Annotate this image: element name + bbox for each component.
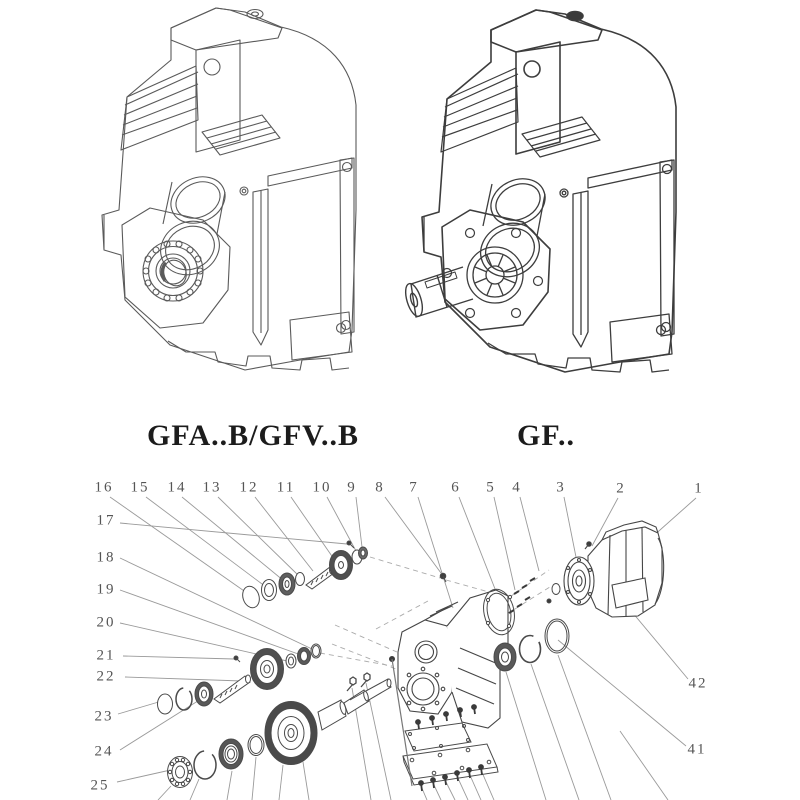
retaining-ring [545,619,569,653]
callout-13: 13 [202,479,222,496]
side-band [588,160,674,336]
callout-12: 12 [239,479,259,496]
plumb-channel [560,189,588,347]
output-shaft [318,679,391,730]
mounting-feet [424,217,672,372]
callout-8: 8 [375,479,385,496]
washer [552,584,560,595]
callout-19: 19 [96,581,116,598]
snap-ring [194,751,216,779]
callout-11: 11 [276,479,296,496]
callout-23: 23 [94,708,114,725]
side-band [268,158,354,334]
snap-ring [520,636,541,663]
cooling-fins-upper [441,68,518,152]
snap-ring [176,688,192,710]
callout-9: 9 [347,479,357,496]
callout-25: 25 [90,777,110,794]
spacer-sleeve [296,573,305,586]
gear-housing [398,590,508,728]
callout-42: 42 [688,675,708,692]
mounting-feet [104,215,352,370]
bolt [547,599,551,603]
hex-bolts [347,673,370,691]
callout-18: 18 [96,549,116,566]
callout-22: 22 [96,668,116,685]
cooling-fins-center [522,117,600,157]
callout-16: 16 [94,479,114,496]
gearbox-right-drawing [402,10,676,372]
lifting-hole [524,61,540,77]
sump-gasket [405,723,471,751]
callout-14: 14 [167,479,187,496]
callout-6: 6 [451,479,461,496]
callout-4: 4 [512,479,522,496]
callout-10: 10 [312,479,332,496]
callout-5: 5 [486,479,496,496]
cooling-fins-upper [121,66,198,150]
end-cap [240,584,262,610]
top-cover-slab [171,8,282,50]
output-shaft [402,267,473,318]
callout-17: 17 [96,512,116,529]
model-label-left: GFA..B/GFV..B [147,419,359,452]
callout-24: 24 [94,743,114,760]
callout-1: 1 [694,480,704,497]
callout-15: 15 [130,479,150,496]
callout-20: 20 [96,614,116,631]
gearbox-left-drawing [102,8,356,370]
callout-2: 2 [616,480,626,497]
cooling-fins-center [202,115,280,155]
exploded-diagram [110,497,696,800]
end-cap [158,694,173,714]
input-shaft-assembly [240,541,446,610]
model-label-right: GF.. [517,419,575,452]
motor-unit [564,521,664,617]
plumb-channel [240,187,268,345]
oil-plug [567,12,583,21]
lifting-hole [204,59,220,75]
callout-7: 7 [409,479,419,496]
callout-41: 41 [687,741,707,758]
callout-21: 21 [96,647,116,664]
callout-3: 3 [556,479,566,496]
